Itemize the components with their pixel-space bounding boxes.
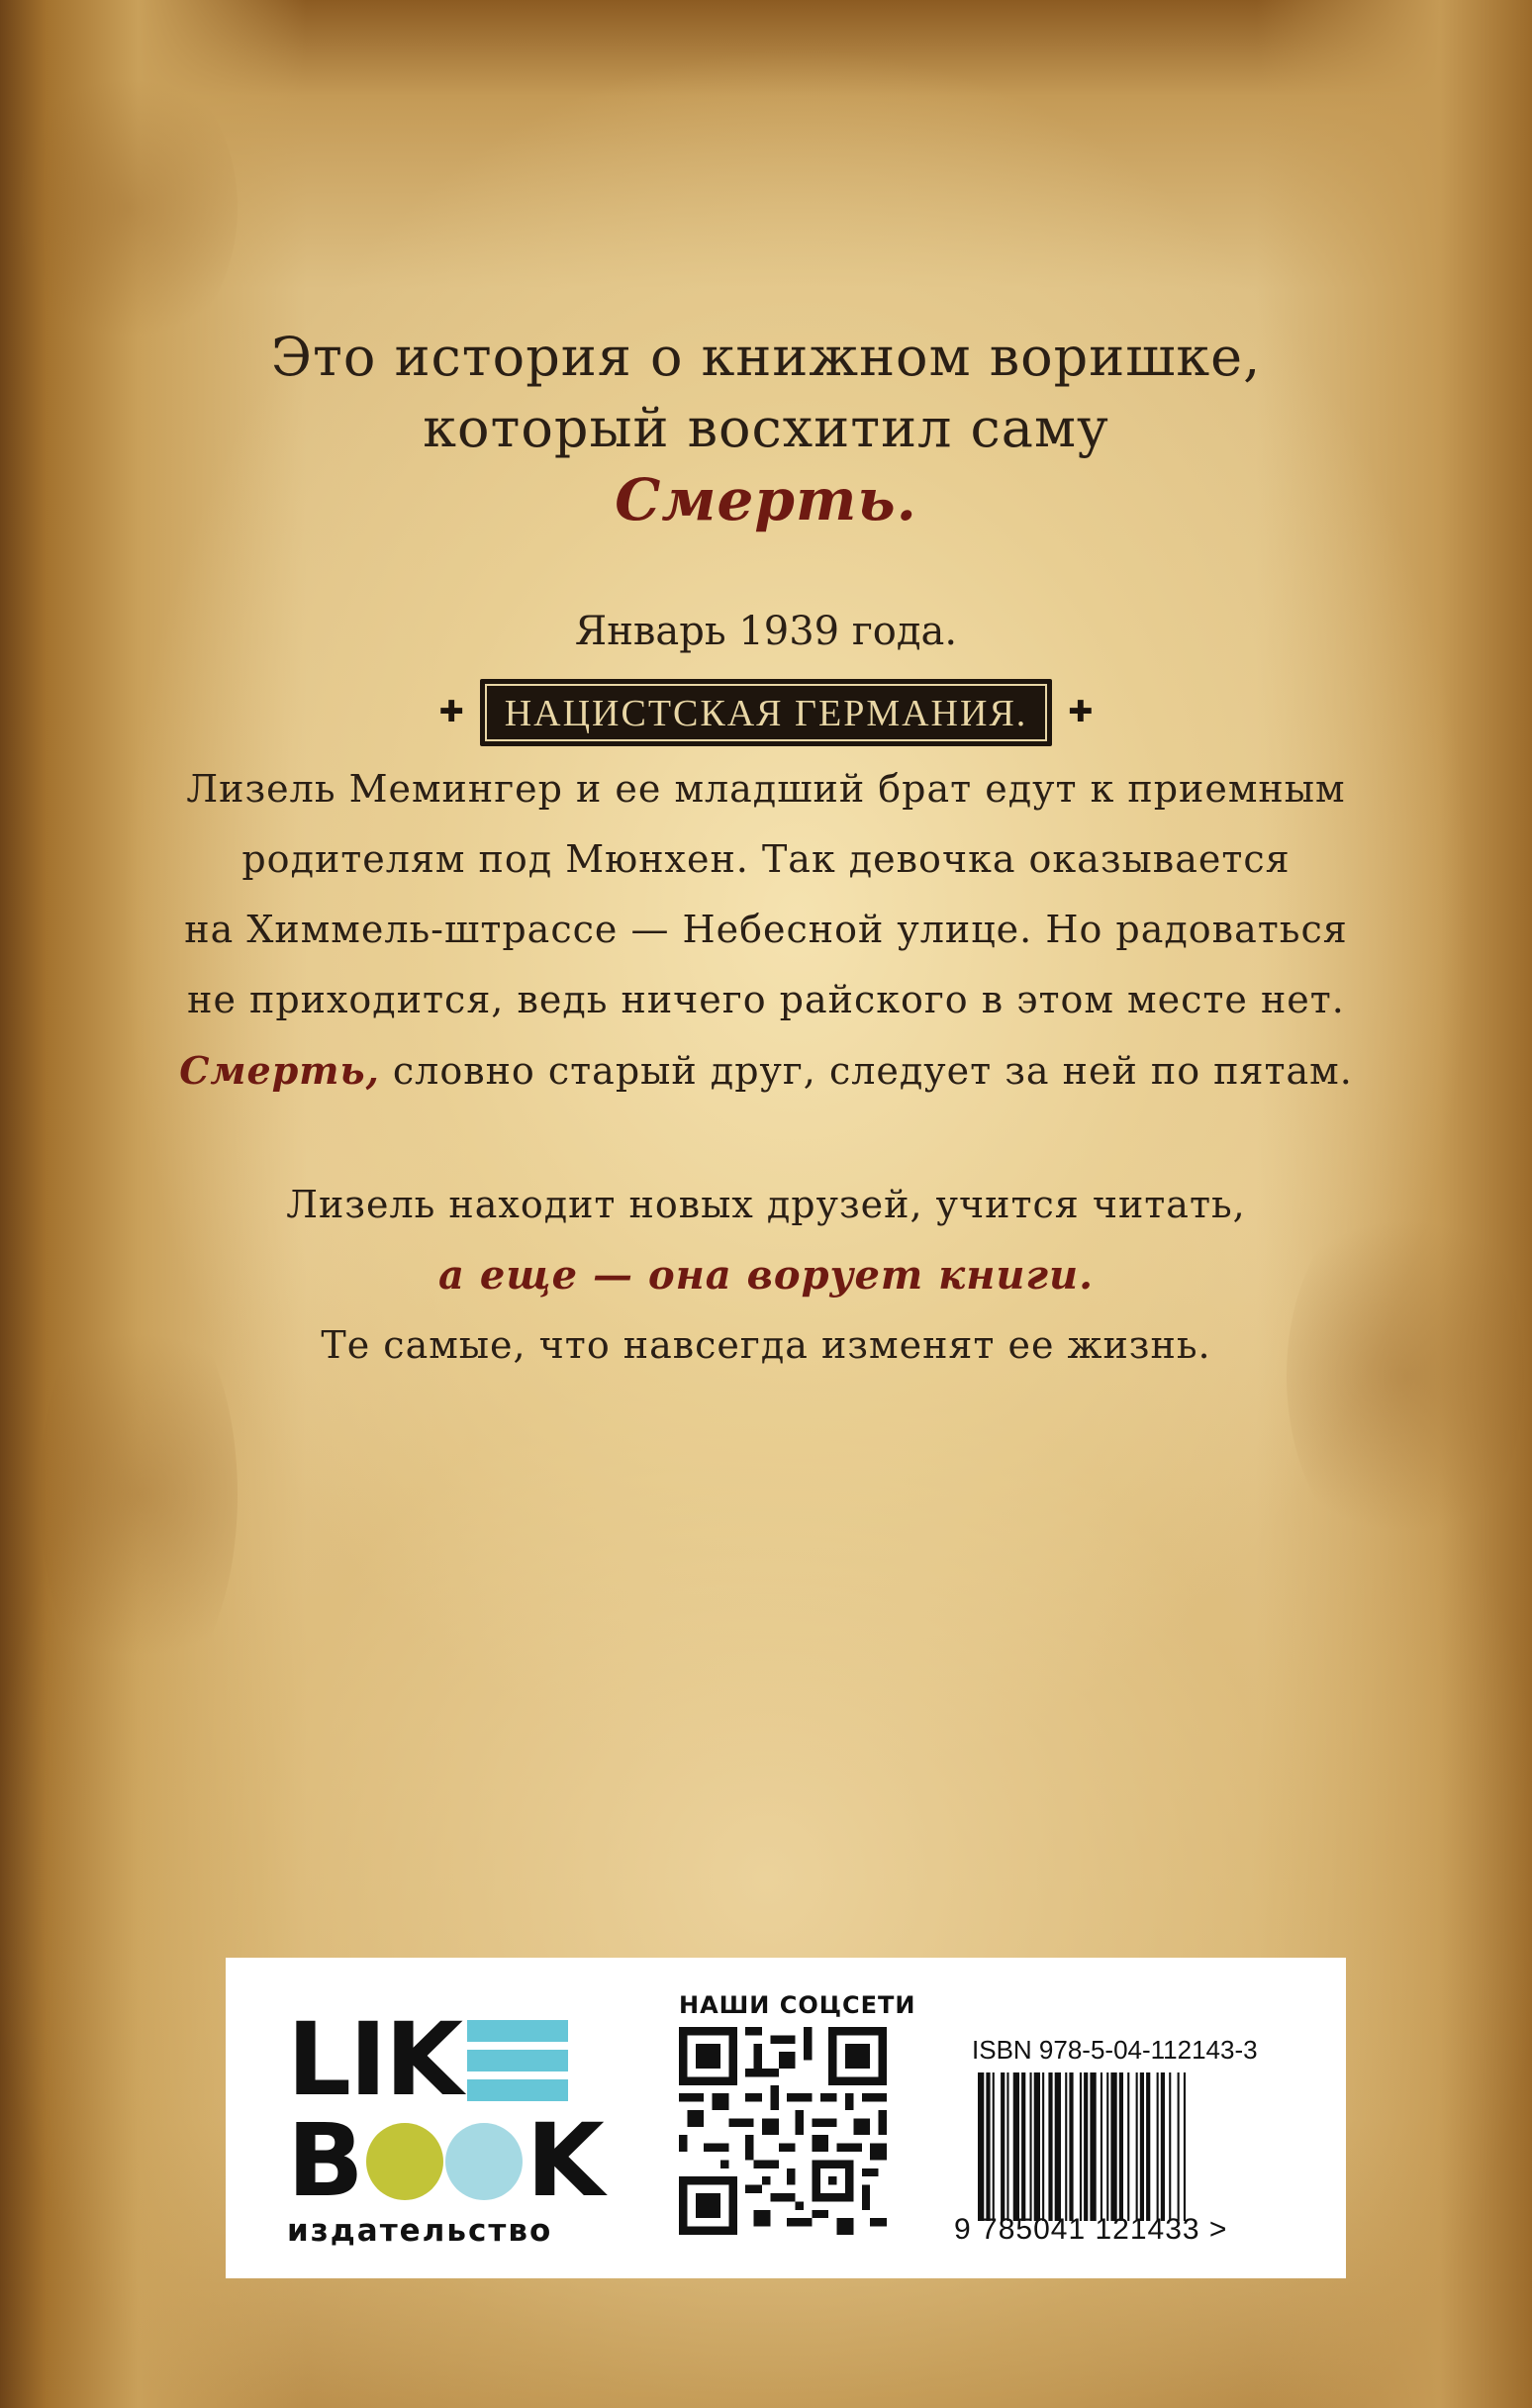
paragraph-line: не приходится, ведь ничего райского в этом месте нет. <box>187 978 1345 1021</box>
cross-ornament-icon: ✚ <box>1068 695 1094 729</box>
paragraph-line: родителям под Мюнхен. Так девочка оказывается <box>241 837 1291 881</box>
paragraph-accent-line: а еще — она ворует книги. <box>437 1252 1094 1299</box>
paragraph-line: на Химмель-штрассе — Небесной улице. Но радоваться <box>184 908 1348 951</box>
accent-death: Смерть, <box>179 1048 380 1093</box>
banner <box>480 679 1053 746</box>
barcode-icon <box>978 2072 1285 2221</box>
logo-o-blue-icon <box>445 2123 523 2200</box>
paragraph-line-rest: словно старый друг, следует за ней по пятам. <box>379 1049 1353 1093</box>
banner-row <box>0 679 1532 746</box>
headline <box>0 322 1532 535</box>
paragraph-line: Лизель Мемингер и ее младший брат едут к приемным <box>186 767 1346 811</box>
isbn-label: ISBN 978-5-04-112143-3 <box>972 2035 1258 2065</box>
paragraph-line: Те самые, что навсегда изменят ее жизнь. <box>321 1323 1211 1367</box>
paragraph-two <box>0 1170 1532 1381</box>
social-title: НАШИ СОЦСЕТИ <box>679 1991 916 2019</box>
barcode-digits: 9 785041 121433 > <box>954 2213 1228 2246</box>
cross-ornament-icon: ✚ <box>438 695 464 729</box>
date-line: Январь 1939 года. <box>574 609 958 654</box>
paragraph-line: Лизель находит новых друзей, учится читать, <box>286 1183 1246 1226</box>
paragraph-line <box>0 1035 1532 1107</box>
logo-subtitle: издательство <box>287 2213 553 2249</box>
paper-stain <box>20 59 238 356</box>
qr-code-icon[interactable] <box>679 2027 887 2235</box>
headline-line: Это история о книжном воришке, <box>270 326 1262 388</box>
logo-text-lik: LIK <box>287 2001 461 2119</box>
banner-text: НАЦИСТСКАЯ ГЕРМАНИЯ. <box>485 684 1048 741</box>
logo-o-olive-icon <box>366 2123 443 2200</box>
logo-e-bars-icon <box>467 2020 568 2101</box>
paragraph-one <box>0 754 1532 1107</box>
logo-text-b: B <box>287 2102 362 2220</box>
likebook-logo <box>287 2001 604 2249</box>
headline-accent-death: Смерть. <box>615 466 917 533</box>
logo-text-k: K <box>526 2102 603 2220</box>
publisher-panel <box>226 1958 1346 2278</box>
headline-line: который восхитил саму <box>423 397 1109 459</box>
